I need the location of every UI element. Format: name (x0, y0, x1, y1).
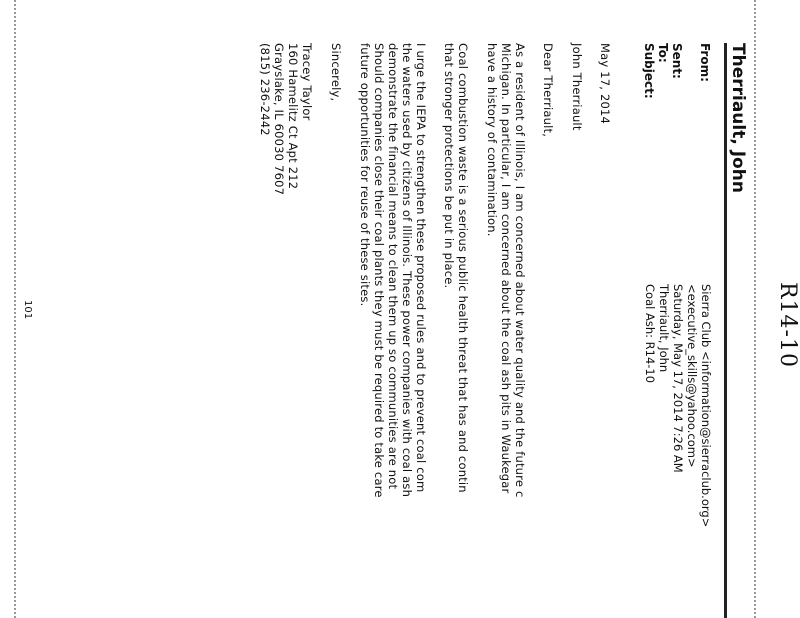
paragraph-3-line: Should companies close their coal plants they must be required to take care (372, 43, 386, 498)
from-label: From: (698, 43, 712, 82)
paragraph-3-line: the waters used by citizens of Illinois. These power companies with coal ash (400, 43, 414, 498)
signature-line: Tracey Taylor (300, 43, 314, 121)
paragraph-1-line: As a resident of Illinois, I am concerned about water quality and the future c (513, 43, 527, 498)
from-value: Sierra Club <information@sierraclub.org> (699, 284, 713, 528)
signature-line: 160 Hamelitz Ct Apt 212 (286, 43, 300, 190)
paragraph-1-line: have a history of contamination. (485, 43, 499, 237)
to-label: To: (656, 43, 670, 63)
sent-value: Saturday, May 17, 2014 7:26 AM (671, 284, 685, 473)
header-rule (724, 43, 727, 618)
sent-label: Sent: (670, 43, 684, 79)
paragraph-1-line: Michigan. In particular, I am concerned about the coal ash pits in Waukegar (499, 43, 513, 494)
letter-closing: Sincerely, (329, 43, 343, 102)
scan-edge-bottom (14, 0, 16, 618)
document-id: R14-10 (775, 282, 800, 368)
subject-label: Subject: (642, 43, 656, 99)
to-value: Therriault, John (657, 284, 671, 373)
letter-recipient: John Therriault (570, 43, 584, 131)
paragraph-3-line: I urge the IEPA to strengthen these proposed rules and to prevent coal com (414, 43, 428, 493)
subject-value: Coal Ash: R14-10 (643, 284, 657, 384)
page-number: 101 (22, 300, 33, 320)
signature-line: (815) 236-2442 (258, 43, 272, 136)
paragraph-3-line: demonstrate the financial means to clean them up so communities are not (386, 43, 400, 490)
sender-name: Therriault, John (728, 43, 748, 193)
signature-line: Grayslake, IL 60030 7607 (272, 43, 286, 196)
scan-edge-top (754, 0, 756, 618)
letter-date: May 17, 2014 (598, 43, 612, 125)
paragraph-2-line: that stronger protections be put in place. (442, 43, 456, 289)
letter-salutation: Dear Therriault, (541, 43, 555, 138)
from-email: <executive_skills@yahoo.com> (685, 284, 699, 468)
paragraph-2-line: Coal combustion waste is a serious public health threat that has and contin (456, 43, 470, 493)
paragraph-3-line: future opportunities for reuse of these sites. (358, 43, 372, 307)
